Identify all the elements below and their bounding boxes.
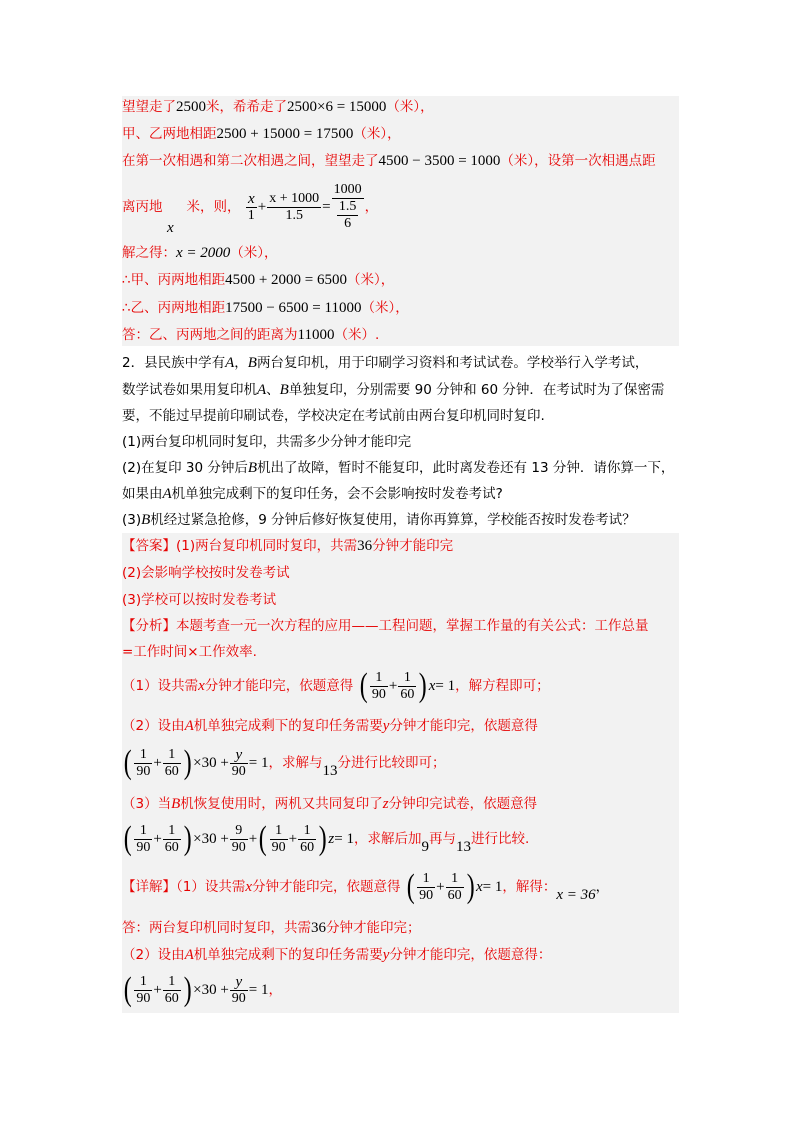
math: 11000: [297, 327, 335, 343]
solution-line-6: [122, 270, 394, 290]
frac-num: 1: [398, 670, 416, 687]
question-line-6: [122, 484, 503, 504]
text: 答：乙、丙两地之间的距离为: [122, 327, 298, 343]
text: 答：两台复印机同时复印，共需: [122, 920, 311, 936]
detail-line-2: [122, 918, 421, 938]
var: y: [382, 947, 390, 963]
var: B: [141, 512, 151, 528]
text: 分进行比较即可；: [337, 755, 446, 771]
solution-line-1: [122, 97, 434, 117]
text: 分钟印完试卷，依题意得: [388, 796, 538, 812]
text: 米，希希走了: [206, 99, 287, 115]
text: （3）当: [122, 796, 172, 812]
math: 13: [322, 763, 338, 779]
op: +: [248, 831, 258, 847]
question-line-7: [122, 510, 636, 530]
text: （米），: [361, 300, 409, 316]
frac-num: 1: [298, 823, 316, 840]
answer-line-3: (3)学校可以按时发卷考试: [122, 592, 277, 608]
text: 米，则，: [186, 199, 241, 215]
math: 36: [357, 538, 373, 554]
frac-num: 1: [134, 747, 152, 764]
op: +: [388, 678, 398, 694]
text: 两台复印机，用于印刷学习资料和考试试卷。学校举行入学考试，: [256, 355, 649, 371]
text: 分钟才能印完，依题意得: [389, 718, 538, 734]
text: 在第一次相遇和第二次相遇之间，望望走了: [122, 153, 379, 169]
frac-den: 60: [164, 990, 179, 1006]
text: 【答案】(1)两台复印机同时复印，共需: [122, 538, 358, 554]
text: ∴甲、丙两地相距: [122, 272, 226, 288]
math: 4500 + 2000 = 6500: [225, 272, 348, 288]
text: （米），: [386, 99, 434, 115]
text: 2．县民族中学有: [122, 355, 226, 371]
var: x: [245, 879, 253, 895]
var: x: [475, 879, 483, 895]
frac-den: 90: [271, 839, 286, 855]
frac-num: 1: [163, 823, 181, 840]
text: ∴乙、丙两地相距: [122, 300, 226, 316]
text: 数学试卷如果用复印机: [122, 382, 257, 398]
text: 机单独完成剩下的复印任务需要: [193, 718, 383, 734]
op: = 1: [248, 982, 269, 998]
op: +: [153, 831, 162, 847]
text: （米），: [230, 245, 278, 261]
text: (3): [122, 512, 142, 528]
var: A: [184, 947, 194, 963]
var: z: [382, 796, 389, 812]
solution-line-3: [122, 151, 656, 171]
frac-den: 60: [300, 839, 315, 855]
text: 机单独完成剩下的复印任务，会不会影响按时发卷考试?: [171, 486, 503, 502]
equation-4: ( $\frac{1}{90}$ + $\frac{1}{60}$ ) x= 1: [406, 868, 503, 905]
text: 机经过紧急抢修，9 分钟后修好恢复使用，请你再算算，学校能否按时发卷考试？: [150, 512, 636, 528]
text: 、: [266, 382, 280, 398]
frac-num: 1: [134, 823, 152, 840]
solution-line-7: [122, 298, 409, 318]
math: x = 36: [556, 887, 596, 903]
solution-line-2: [122, 124, 401, 144]
var-x-below: x: [167, 220, 174, 236]
op: =: [322, 199, 331, 215]
question-line-4: (1)两台复印机同时复印，共需多少分钟才能印完: [122, 434, 412, 450]
op: +: [153, 755, 162, 771]
text: （2）设由: [122, 947, 185, 963]
var: B: [247, 460, 258, 476]
text: 如果由: [122, 486, 163, 502]
frac-den: 60: [447, 887, 462, 903]
frac-den: 60: [400, 686, 415, 702]
detail-line-3: [122, 945, 551, 965]
text: ，解得：: [502, 879, 557, 895]
frac-num: 1: [270, 823, 288, 840]
frac-num: 1000: [333, 182, 362, 197]
detail-line-1: [122, 866, 609, 908]
var: x: [198, 678, 205, 694]
frac-den: 60: [164, 763, 179, 779]
var: y: [382, 718, 390, 734]
frac-num: 1: [163, 747, 181, 764]
question-line-3: 要，不能过早提前印刷试卷，学校决定在考试前由两台复印机同时复印.: [122, 408, 545, 424]
math: 13: [455, 839, 471, 855]
frac-den: 90: [231, 763, 246, 779]
text: （米），: [347, 272, 395, 288]
math: 2500: [176, 99, 206, 115]
text: ，求解后加: [353, 831, 422, 847]
analysis-line-5: [122, 743, 446, 783]
text: 机出了故障，暂时不能复印，此时离发卷还有 13 分钟．请你算一下，: [257, 460, 675, 476]
op: = 1: [482, 879, 503, 895]
frac-num: 9: [230, 823, 248, 840]
frac-num: x: [246, 191, 257, 208]
text: 再与: [428, 831, 456, 847]
text: ，: [595, 879, 610, 895]
frac-num: 1: [446, 871, 464, 888]
math: 36: [311, 920, 326, 936]
equation-1: ( $\frac{1}{90}$ + $\frac{1}{60}$ ) x= 1: [359, 667, 456, 704]
question-line-5: [122, 458, 674, 478]
math: 4500 − 3500 = 1000: [378, 153, 501, 169]
text: 甲、乙两地相距: [122, 126, 217, 142]
math: x = 2000: [176, 245, 231, 261]
var: A: [257, 382, 267, 398]
math: 17500 − 6500 = 11000: [225, 300, 362, 316]
text: ，解方程即可；: [455, 678, 550, 694]
equation-distance: [245, 182, 365, 232]
frac-num: x + 1000: [269, 190, 320, 206]
op: +: [153, 982, 162, 998]
op: = 1: [435, 678, 456, 694]
text: （2）设由: [122, 718, 185, 734]
equation-2: ( $\frac{1}{90}$ + $\frac{1}{60}$ ) ×30 + $\frac{y}{90}$ = 1: [123, 744, 269, 781]
math: 9: [421, 839, 429, 855]
frac-num: y: [230, 974, 248, 991]
frac-den: 1: [247, 207, 255, 223]
frac-den: 60: [164, 839, 179, 855]
text: 单独复印，分别需要 90 分钟和 60 分钟．在考试时为了保密需: [288, 382, 665, 398]
text: (2)在复印 30 分钟后: [122, 460, 248, 476]
solution-line-8: [122, 325, 379, 345]
var: B: [171, 796, 181, 812]
text: 望望走了: [122, 99, 176, 115]
frac-den: 90: [136, 763, 151, 779]
solution-line-4: [122, 182, 378, 230]
var: B: [279, 382, 289, 398]
analysis-line-7: [122, 818, 529, 860]
frac-den: 90: [371, 686, 386, 702]
analysis-line-3: [122, 666, 550, 706]
text: 分钟才能印完；: [326, 920, 421, 936]
analysis-line-6: [122, 794, 537, 814]
op: = 1: [334, 831, 354, 847]
equation-3: ( $\frac{1}{90}$ + $\frac{1}{60}$ ) ×30 + $\frac{9}{90}$ +( $\frac{1}{90}$ + $\frac{1}{60}$ ) z= 1: [123, 820, 354, 857]
question-line-1: [122, 353, 648, 373]
frac-num: 1: [417, 871, 435, 888]
frac-den: 90: [231, 990, 246, 1006]
var: A: [162, 486, 172, 502]
text: 分钟才能印完，依题意得: [252, 879, 401, 895]
var: z: [328, 831, 335, 847]
text: 机恢复使用时，两机又共同复印了: [180, 796, 383, 812]
text: 分钟才能印完，依题意得: [204, 678, 354, 694]
text: ，: [364, 199, 379, 215]
text: （米），: [353, 126, 401, 142]
frac-num: 1: [134, 974, 152, 991]
math: 2500 + 15000 = 17500: [216, 126, 354, 142]
var: A: [225, 355, 235, 371]
text: 离丙地: [122, 199, 163, 215]
answer-line-2: (2)会影响学校按时发卷考试: [122, 565, 290, 581]
text: ，求解与: [268, 755, 323, 771]
frac-num: y: [230, 747, 248, 764]
text: （1）设共需: [122, 678, 199, 694]
frac-den: 90: [419, 887, 434, 903]
frac-den: 90: [231, 839, 246, 855]
equation-5: ( $\frac{1}{90}$ + $\frac{1}{60}$ ) ×30 + $\frac{y}{90}$ = 1: [123, 971, 269, 1008]
op: = 1: [248, 755, 269, 771]
var: A: [184, 718, 194, 734]
analysis-line-2: =工作时间×工作效率.: [122, 644, 257, 660]
text: （米），设第一次相遇点距: [500, 153, 656, 169]
op: ×30 +: [193, 755, 229, 771]
solution-line-5: [122, 243, 278, 263]
analysis-line-1: 【分析】本题考查一元一次方程的应用——工程问题，掌握工作量的有关公式：工作总量: [122, 618, 649, 634]
analysis-line-4: [122, 716, 538, 736]
text: ，: [234, 355, 248, 371]
text: 进行比较.: [470, 831, 530, 847]
text: 解之得：: [122, 245, 176, 261]
op: +: [436, 879, 445, 895]
frac-den: 90: [136, 990, 151, 1006]
op: ×30 +: [193, 831, 229, 847]
op: ×30 +: [193, 982, 229, 998]
frac-num: 1: [163, 974, 181, 991]
text: 机单独完成剩下的复印任务需要: [193, 947, 383, 963]
frac-den: 90: [136, 839, 151, 855]
answer-line-1: [122, 536, 453, 556]
text: 分钟才能印完，依题意得：: [389, 947, 552, 963]
var: B: [247, 355, 257, 371]
frac-den: 1.5: [285, 207, 303, 223]
op: +: [288, 831, 298, 847]
math: 2500×6 = 15000: [287, 99, 387, 115]
detail-line-4: [122, 969, 282, 1011]
var: x: [428, 678, 436, 694]
text: 【详解】（1）设共需: [122, 879, 246, 895]
text: 分钟才能印完: [372, 538, 454, 554]
question-line-2: [122, 380, 664, 400]
op: +: [257, 199, 267, 215]
frac-num: 1: [370, 670, 388, 687]
text: （米）.: [334, 327, 380, 343]
frac-den: 6: [344, 216, 352, 231]
frac-num: 1.5: [338, 199, 357, 214]
text: ，: [268, 982, 283, 998]
